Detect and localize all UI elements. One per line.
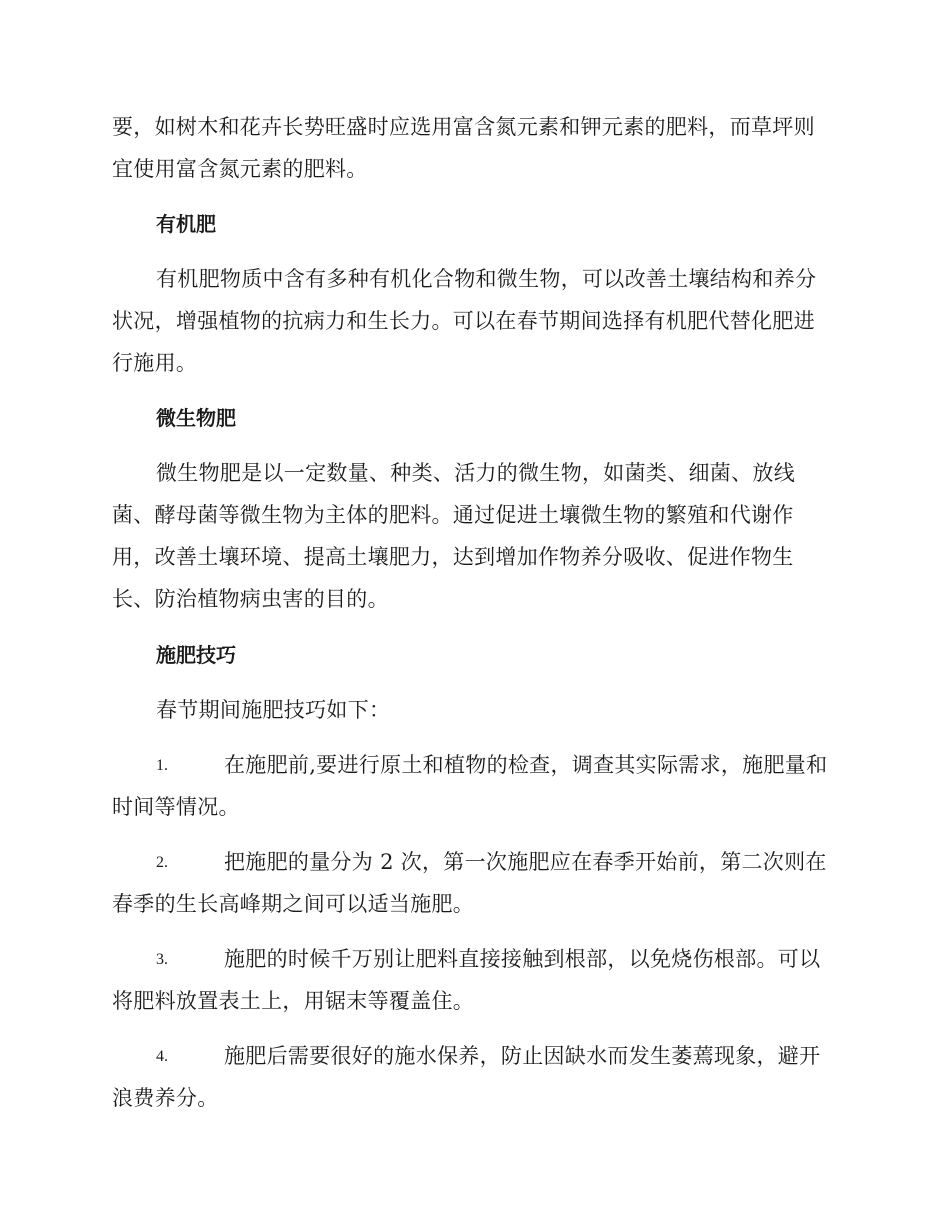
section-heading-microbial: 微生物肥 <box>156 406 236 430</box>
section-heading-organic: 有机肥 <box>156 212 216 236</box>
list-item-number: 2. <box>156 854 168 871</box>
paragraph-line: 行施用。 <box>112 351 198 375</box>
list-item-number: 4. <box>156 1048 168 1065</box>
paragraph-line: 用，改善土壤环境、提高土壤肥力，达到增加作物养分吸收、促进作物生 <box>112 545 794 569</box>
section-heading-tips: 施肥技巧 <box>156 643 236 667</box>
paragraph-line: 菌、酵母菌等微生物为主体的肥料。通过促进土壤微生物的繁殖和代谢作 <box>112 503 794 527</box>
paragraph-line: 有机肥物质中含有多种有机化合物和微生物，可以改善土壤结构和养分 <box>156 267 817 291</box>
list-item-line: 施肥的时候千万别让肥料直接接触到根部，以免烧伤根部。可以 <box>224 947 821 971</box>
paragraph-line: 要，如树木和花卉长势旺盛时应选用富含氮元素和钾元素的肥料，而草坪则 <box>112 115 815 139</box>
list-item-line: 将肥料放置表土上，用锯末等覆盖住。 <box>112 989 475 1013</box>
list-item-line: 时间等情况。 <box>112 795 240 819</box>
list-item-line: 春季的生长高峰期之间可以适当施肥。 <box>112 892 475 916</box>
paragraph-line: 微生物肥是以一定数量、种类、活力的微生物，如菌类、细菌、放线 <box>156 461 795 485</box>
paragraph-line: 春节期间施肥技巧如下： <box>156 698 391 722</box>
paragraph-line: 状况，增强植物的抗病力和生长力。可以在春节期间选择有机肥代替化肥进 <box>112 309 815 333</box>
list-item-number: 1. <box>156 757 168 774</box>
paragraph-line: 宜使用富含氮元素的肥料。 <box>112 157 368 181</box>
list-item-line: 把施肥的量分为 2 次，第一次施肥应在春季开始前，第二次则在 <box>224 850 827 874</box>
list-item-number: 3. <box>156 951 168 968</box>
list-item-line: 施肥后需要很好的施水保养，防止因缺水而发生萎蔫现象，避开 <box>224 1044 821 1068</box>
list-item-line: 浪费养分。 <box>112 1086 219 1110</box>
paragraph-line: 长、防治植物病虫害的目的。 <box>112 587 389 611</box>
list-item-line: 在施肥前,要进行原土和植物的检查，调查其实际需求，施肥量和 <box>224 753 828 777</box>
